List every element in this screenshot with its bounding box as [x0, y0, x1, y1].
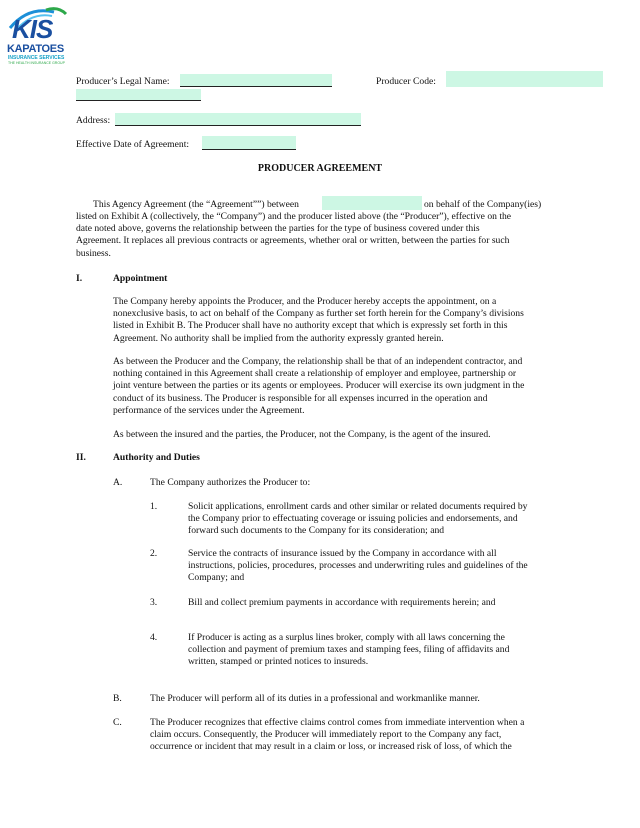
effective-date-label: Effective Date of Agreement:: [76, 139, 190, 150]
list-item-number: 1.: [150, 501, 158, 512]
list-item: If Producer is acting as a surplus lines broker, comply with all laws concerning the collection and payment of premium taxes and stamping fees, filing of affidavits and written, stamped or printed notices to insureds.: [188, 632, 510, 668]
section-1-heading: Appointment: [113, 273, 168, 284]
subsection-b-label: B.: [113, 693, 122, 704]
intro-text-start: This Agency Agreement (the “Agreement””) between: [93, 199, 299, 210]
document-title: PRODUCER AGREEMENT: [257, 163, 383, 174]
list-item-number: 2.: [150, 548, 158, 559]
intro-paragraph: listed on Exhibit A (collectively, the “Company”) and the producer listed above (the “Producer”), effective on the date noted above, governs the relationship between the parties for the type of business covered under this Agreement. It replaces all previous contracts or agreements, whether oral or written, between the parties for such business.: [76, 211, 512, 259]
legal-name-label: Producer’s Legal Name:: [76, 76, 170, 87]
logo-sub: INSURANCE SERVICES: [8, 55, 65, 61]
address-label: Address:: [76, 115, 111, 126]
subsection-b-text: The Producer will perform all of its duties in a professional and workmanlike manner.: [150, 693, 480, 704]
list-item: Bill and collect premium payments in accordance with requirements herein; and: [188, 597, 496, 608]
effective-date-field[interactable]: [202, 136, 296, 150]
subsection-a-label: A.: [113, 477, 123, 488]
intro-text-end: on behalf of the Company(ies): [424, 199, 542, 210]
section-1-number: I.: [76, 273, 83, 284]
section-1-paragraph-3: As between the insured and the parties, the Producer, not the Company, is the agent of the insured.: [113, 429, 491, 440]
address-field[interactable]: [115, 113, 361, 126]
producer-code-field-continued[interactable]: [76, 89, 201, 101]
company-logo: [6, 4, 72, 64]
producer-code-label: Producer Code:: [376, 76, 436, 87]
section-1-paragraph-2: As between the Producer and the Company, the relationship shall be that of an independent contractor, and nothing contained in this Agreement shall create a relationship of employer and employee, partnership or joint venture between the parties or its agents or employees. Producer will exercise its own judgment in the conduct of its business. The Producer is responsible for all expenses incurred in the operation and performance of the services under the Agreement.: [113, 356, 525, 416]
subsection-c-text: The Producer recognizes that effective claims control comes from immediate intervention when a claim occurs. Consequently, the Producer will immediately report to the Company any fact, occurrence or incident that may result in a claim or loss, or increased risk of loss, of which the: [150, 717, 525, 753]
list-item-number: 3.: [150, 597, 158, 608]
subsection-c-label: C.: [113, 717, 122, 728]
list-item-number: 4.: [150, 632, 158, 643]
producer-code-field[interactable]: [446, 71, 603, 87]
list-item: Service the contracts of insurance issued by the Company in accordance with all instructions, policies, procedures, processes and underwriting rules and guidelines of the Company; and: [188, 548, 528, 584]
logo-tagline: THE HEALTH INSURANCE GROUP: [8, 61, 65, 65]
section-2-number: II.: [76, 452, 86, 463]
legal-name-field[interactable]: [180, 74, 332, 87]
section-1-paragraph-1: The Company hereby appoints the Producer, and the Producer hereby accepts the appointment, on a nonexclusive basis, to act on behalf of the Company as further set forth herein for the Company’s divisions listed in Exhibit B. The Producer shall have no authority except that which is expressly set forth in this Agreement. No authority shall be implied from the authority expressly granted herein.: [113, 296, 524, 344]
company-name-field[interactable]: [322, 196, 422, 210]
section-2-heading: Authority and Duties: [113, 452, 200, 463]
logo-mark: KIS: [12, 14, 53, 44]
logo-name: KAPATOES: [7, 43, 64, 55]
list-item: Solicit applications, enrollment cards and other similar or related documents required by the Company prior to effectuating coverage or issuing policies and endorsements, and forward such documents to the Company for its consideration; and: [188, 501, 528, 537]
subsection-a-text: The Company authorizes the Producer to:: [150, 477, 311, 488]
